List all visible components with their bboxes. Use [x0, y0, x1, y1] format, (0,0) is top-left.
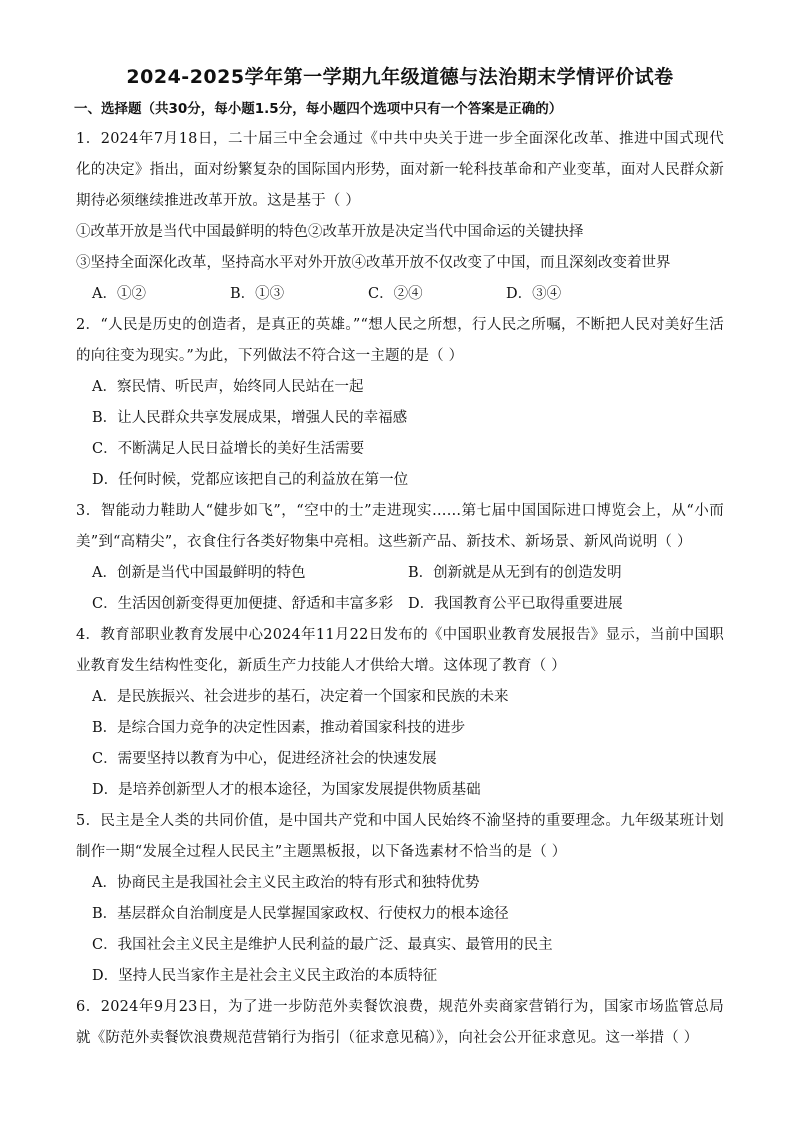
question-4 — [76, 620, 724, 806]
option-c: C．生活因创新变得更加便捷、舒适和丰富多彩 — [92, 596, 394, 612]
option-a: A．察民情、听民声，始终同人民站在一起 — [92, 379, 364, 395]
question-stem: 5．民主是全人类的共同价值，是中国共产党和中国人民始终不渝坚持的重要理念。九年级某班计划制作一期“发展全过程人民民主”主题黑板报，以下备选素材不恰当的是（ ） — [76, 813, 724, 860]
option-a: A．协商民主是我国社会主义民主政治的特有形式和独特优势 — [92, 875, 480, 891]
option-a: A．①② — [92, 286, 146, 302]
question-5 — [76, 806, 724, 992]
option-c: C．需要坚持以教育为中心，促进经济社会的快速发展 — [92, 751, 437, 767]
question-stem: 3．智能动力鞋助人“健步如飞”，“空中的士”走进现实……第七届中国国际进口博览会上，从“小而美”到“高精尖”，衣食住行各类好物集中亮相。这些新产品、新技术、新场景、新风尚说明（ ） — [76, 503, 724, 550]
option-d: D．我国教育公平已取得重要进展 — [408, 596, 623, 612]
option-c: C．②④ — [368, 286, 423, 302]
option-b: B．①③ — [230, 286, 285, 302]
question-stem: 6．2024年9月23日，为了进一步防范外卖餐饮浪费，规范外卖商家营销行为，国家市场监管总局就《防范外卖餐饮浪费规范营销行为指引（征求意见稿）》，向社会公开征求意见。这一举措（ ） — [76, 999, 724, 1046]
question-stem: 1．2024年7月18日，二十届三中全会通过《中共中央关于进一步全面深化改革、推进中国式现代化的决定》指出，面对纷繁复杂的国际国内形势，面对新一轮科技革命和产业变革，面对人民群众新期待必须继续推进改革开放。这是基于（ ） — [76, 131, 724, 209]
option-d: D．任何时候，党都应该把自己的利益放在第一位 — [92, 472, 409, 488]
options-row — [76, 558, 724, 589]
option-d: D．坚持人民当家作主是社会主义民主政治的本质特征 — [92, 968, 438, 984]
option-c: C．不断满足人民日益增长的美好生活需要 — [92, 441, 365, 457]
exam-title: 2024-2025学年第一学期九年级道德与法治期末学情评价试卷 — [126, 66, 674, 88]
section-heading: 一、选择题（共30分，每小题1.5分，每小题四个选项中只有一个答案是正确的） — [74, 101, 563, 117]
question-2 — [76, 310, 724, 496]
question-stem: 2．“人民是历史的创造者，是真正的英雄。”“想人民之所想，行人民之所嘱，不断把人民对美好生活的向往变为现实。”为此，下列做法不符合这一主题的是（ ） — [76, 317, 724, 364]
question-1 — [76, 124, 724, 310]
question-stem: 4．教育部职业教育发展中心2024年11月22日发布的《中国职业教育发展报告》显示，当前中国职业教育发生结构性变化，新质生产力技能人才供给大增。这体现了教育（ ） — [76, 627, 724, 674]
option-a: A．是民族振兴、社会进步的基石，决定着一个国家和民族的未来 — [92, 689, 509, 705]
statement-line: ①改革开放是当代中国最鲜明的特色②改革开放是决定当代中国命运的关键抉择 — [76, 224, 584, 240]
option-a: A．创新是当代中国最鲜明的特色 — [92, 565, 306, 581]
question-6 — [76, 992, 724, 1054]
statement-line: ③坚持全面深化改革，坚持高水平对外开放④改革开放不仅改变了中国，而且深刻改变着世界 — [76, 255, 671, 271]
option-b: B．基层群众自治制度是人民掌握国家政权、行使权力的根本途径 — [92, 906, 509, 922]
options-row — [76, 589, 724, 620]
option-d: D．③④ — [506, 286, 562, 302]
option-c: C．我国社会主义民主是维护人民利益的最广泛、最真实、最管用的民主 — [92, 937, 553, 953]
option-b: B．创新就是从无到有的创造发明 — [408, 565, 622, 581]
option-b: B．让人民群众共享发展成果，增强人民的幸福感 — [92, 410, 408, 426]
option-d: D．是培养创新型人才的根本途径，为国家发展提供物质基础 — [92, 782, 481, 798]
option-b: B．是综合国力竞争的决定性因素，推动着国家科技的进步 — [92, 720, 466, 736]
question-3 — [76, 496, 724, 620]
options-row — [76, 279, 724, 310]
